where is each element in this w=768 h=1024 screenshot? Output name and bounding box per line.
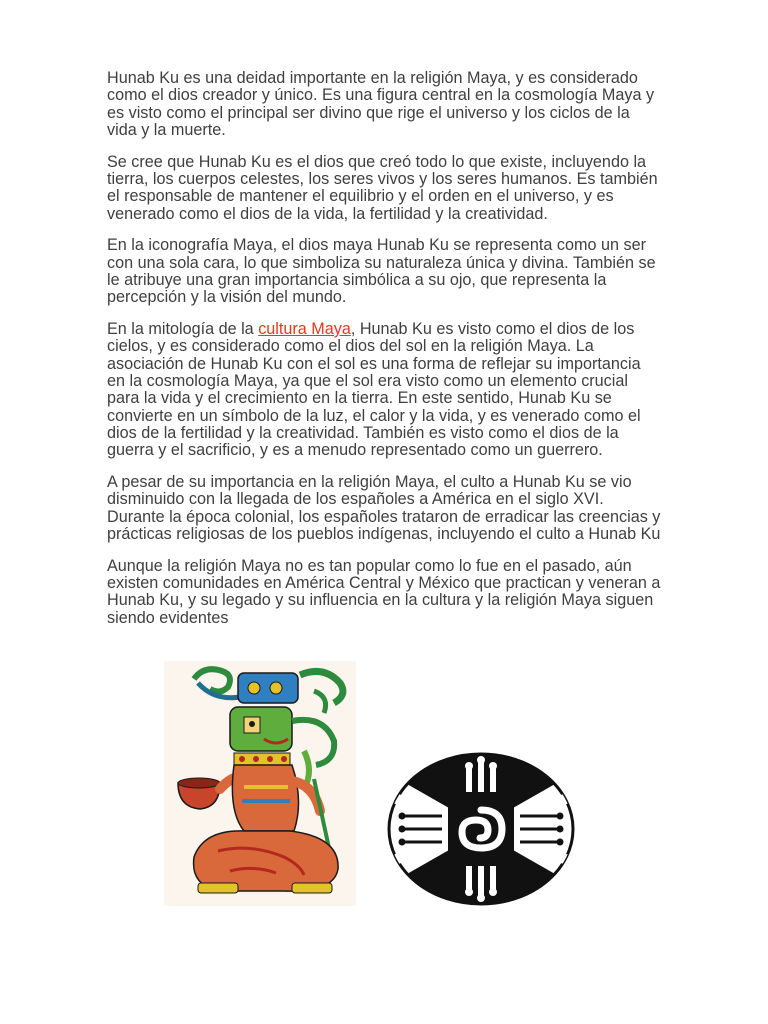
- paragraph-3: En la iconografía Maya, el dios maya Hunab Ku se representa como un ser con una sola cara, lo que simboliza su naturaleza única y divina. También se le atribuye una gran importancia simbólica a su ojo, que representa la percepción y la visión del mundo.: [107, 236, 656, 307]
- hunab-ku-symbol: [386, 752, 576, 906]
- document-body: [107, 70, 663, 641]
- paragraph-4-body: , Hunab Ku es visto como el dios de los cielos, y es considerado como el dios del sol en la religión Maya. La asociación de Hunab Ku con el sol es una forma de reflejar su importancia en la cosmología Maya, ya que el sol era visto como un elemento crucial para la vida y el crecimiento en la tierra. En este sentido, Hunab Ku se convierte en un símbolo de la luz, el calor y la vida, y es venerado como el dios de la fertilidad y la creatividad. También es visto como el dios de la guerra y el sacrificio, y es a menudo representado como un guerrero.: [107, 320, 641, 460]
- paragraph-4: [107, 321, 663, 459]
- paragraph-5: A pesar de su importancia en la religión Maya, el culto a Hunab Ku se vio disminuido con la llegada de los españoles a América en el siglo XVI. Durante la época colonial, los españoles trataron de erradicar las creencias y prácticas religiosas de los pueblos indígenas, incluyendo el culto a Hunab Ku: [107, 472, 661, 543]
- paragraph-4-intro: En la mitología de la: [107, 320, 259, 339]
- paragraph-2: Se cree que Hunab Ku es el dios que creó todo lo que existe, incluyendo la tierra, los cuerpos celestes, los seres vivos y los seres humanos. Es también el responsable de mantener el equilibrio y el orden en el universo, y es venerado como el dios de la vida, la fertilidad y la creatividad.: [107, 152, 658, 223]
- paragraph-6: Aunque la religión Maya no es tan popular como lo fue en el pasado, aún existen comunidades en América Central y México que practican y veneran a Hunab Ku, y su legado y su influencia en la cultura y la religión Maya siguen siendo evidentes: [107, 556, 661, 627]
- cultura-maya-link[interactable]: cultura Maya: [258, 320, 351, 339]
- paragraph-1: Hunab Ku es una deidad importante en la religión Maya, y es considerado como el dios creador y único. Es una figura central en la cosmología Maya y es visto como el principal ser divino que rige el universo y los ciclos de la vida y la muerte.: [107, 69, 655, 139]
- maya-deity-illustration: [164, 661, 356, 906]
